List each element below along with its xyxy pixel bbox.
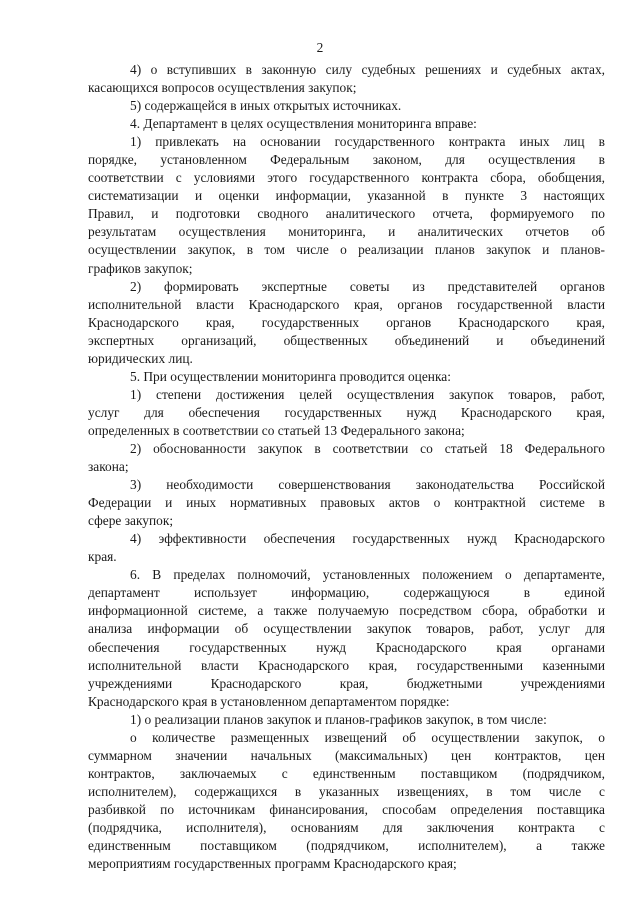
text-line: разбивкой по источникам финансирования, способам определения поставщика [88,801,605,817]
text-line: Краснодарского края, государственных органов Краснодарского края, [88,314,605,330]
text-line: о количестве размещенных извещений об осуществлении закупок, о [130,729,605,745]
text-line: 4. Департамент в целях осуществления мониторинга вправе: [130,116,477,132]
text-line: 2) формировать экспертные советы из представителей органов [130,278,605,294]
document-body [88,61,605,873]
text-line: края. [88,549,117,565]
text-line: 2) обоснованности закупок в соответствии со статьей 18 Федерального [130,440,605,456]
text-line: обеспечения государственных нужд Краснодарского края органами [88,639,605,655]
text-line: учреждениями Краснодарского края, бюджетными учреждениями [88,675,605,691]
text-line: экспертных организаций, общественных объединений и объединений [88,332,605,348]
text-line: юридических лиц. [88,350,193,366]
text-line: определенных в соответствии со статьей 13 Федерального закона; [88,422,465,438]
text-line: осуществлении закупок, в том числе о реализации планов закупок и планов- [88,242,605,258]
text-line: единственным поставщиком (подрядчиком, исполнителем), а также [88,838,605,854]
text-line: 1) о реализации планов закупок и планов-графиков закупок, в том числе: [130,711,547,727]
text-line: 1) привлекать на основании государственного контракта иных лиц в [130,134,605,150]
page-number: 2 [316,40,324,55]
text-line: сфере закупок; [88,513,174,529]
text-line: 3) необходимости совершенствования законодательства Российской [130,477,605,493]
text-line: результатам осуществления мониторинга, и аналитических отчетов об [88,224,605,240]
text-line: услуг для обеспечения государственных нужд Краснодарского края, [88,404,605,420]
text-line: Краснодарского края в установленном департаментом порядке: [88,693,450,709]
text-line: 4) эффективности обеспечения государственных нужд Краснодарского [130,531,605,547]
text-line: Федерации и иных нормативных правовых актов о контрактной системе в [88,495,605,511]
text-line: исполнителем), содержащихся в указанных извещениях, в том числе с [88,783,605,799]
text-line: исполнительной власти Краснодарского края, органов государственной власти [88,296,605,312]
text-line: систематизации и оценки информации, указанной в пункте 3 настоящих [88,188,605,204]
text-line: графиков закупок; [88,260,193,276]
text-line: Правил, и подготовки сводного аналитического отчета, формируемого по [88,206,605,222]
text-line: (подрядчика, исполнителя), основаниям для заключения контракта с [88,819,605,835]
text-line: информационной системе, а также получаемую посредством сбора, обработки и [88,603,605,619]
text-line: закона; [88,459,129,475]
text-line: касающихся вопросов осуществления закупок; [88,80,357,96]
text-line: департамент использует информацию, содержащуюся в единой [88,585,605,601]
text-line: мероприятиям государственных программ Краснодарского края; [88,856,457,872]
text-line: 6. В пределах полномочий, установленных положением о департаменте, [130,567,605,583]
text-line: порядке, установленном Федеральным законом, для осуществления в [88,152,605,168]
text-line: анализа информации об осуществлении закупок товаров, работ, услуг для [88,621,605,637]
text-line: 4) о вступивших в законную силу судебных решениях и судебных актах, [130,62,605,77]
text-line: 5) содержащейся в иных открытых источниках. [130,98,402,114]
text-line: суммарном значении начальных (максимальных) цен контрактов, цен [88,747,605,763]
text-line: соответствии с условиями этого государственного контракта сбора, обобщения, [88,170,605,186]
text-line: 1) степени достижения целей осуществления закупок товаров, работ, [130,386,605,402]
text-line: 5. При осуществлении мониторинга проводится оценка: [130,368,451,384]
text-line: исполнительной власти Краснодарского края, государственными казенными [88,657,605,673]
text-line: контрактов, заключаемых с единственным поставщиком (подрядчиком, [88,765,605,781]
